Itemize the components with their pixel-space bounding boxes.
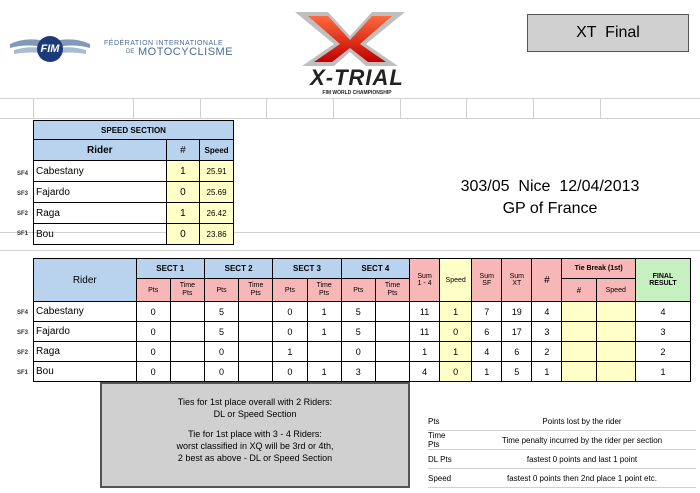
legend-desc: Points lost by the rider: [468, 412, 696, 431]
speed-row: [34, 224, 234, 245]
fim-line2-prefix: DE: [126, 49, 135, 55]
speed-row: [34, 161, 234, 182]
result-cell: [170, 362, 204, 382]
legend-key: DL Pts: [428, 450, 468, 469]
legend-row: [428, 431, 696, 450]
result-row: [34, 362, 691, 382]
result-cell: [375, 302, 409, 322]
result-cell: 1: [273, 342, 307, 362]
result-cell: [375, 342, 409, 362]
rider-name: Bou: [34, 224, 167, 245]
speed-value: 23.86: [200, 224, 234, 245]
result-row: [34, 342, 691, 362]
speed-num: 1: [166, 203, 200, 224]
result-cell: 1: [440, 342, 472, 362]
result-cell: [170, 322, 204, 342]
fim-line1: FÉDÉRATION INTERNATIONALE: [104, 40, 224, 47]
result-cell: 1: [440, 302, 472, 322]
title-box: XT Final: [527, 14, 689, 52]
speed-col-rider: Rider: [34, 140, 167, 161]
result-cell: [596, 362, 635, 382]
result-cell: [239, 302, 273, 322]
speed-num: 0: [166, 224, 200, 245]
sf-label: SF1: [17, 231, 29, 237]
result-row: [34, 322, 691, 342]
pts-header: Pts: [341, 279, 375, 302]
result-cell: 1: [307, 322, 341, 342]
final-l1: FINAL: [652, 273, 674, 280]
speed-num: 1: [166, 161, 200, 182]
note-line: Ties for 1st place overall with 2 Riders:: [177, 397, 333, 407]
result-cell: 0: [273, 362, 307, 382]
legend-key: Time Pts: [428, 431, 468, 450]
result-row: [34, 302, 691, 322]
speed-col-speed: Speed: [200, 140, 234, 161]
speed-num: 0: [166, 182, 200, 203]
speed-section-table: [33, 120, 234, 245]
result-cell: [239, 342, 273, 362]
rider-name: Cabestany: [34, 302, 137, 322]
hash-header: #: [532, 259, 562, 302]
time-pts-header: [239, 279, 273, 302]
result-cell: 5: [204, 302, 238, 322]
results-table: [33, 258, 691, 382]
time-l1: Time: [179, 282, 195, 289]
rider-name: Raga: [34, 342, 137, 362]
result-cell: 5: [341, 302, 375, 322]
result-cell: 17: [502, 322, 532, 342]
speed-value: 25.91: [200, 161, 234, 182]
sf-label: SF4: [17, 310, 29, 316]
tie-break-header: Tie Break (1st): [562, 259, 636, 279]
note-line: worst classified in XQ will be 3rd or 4th,: [176, 441, 334, 451]
result-cell: [170, 302, 204, 322]
result-cell: [170, 342, 204, 362]
result-cell: 4: [472, 342, 502, 362]
result-cell: [239, 362, 273, 382]
sect-header: SECT 1: [136, 259, 204, 279]
sf-label: SF4: [17, 171, 29, 177]
result-cell: 19: [502, 302, 532, 322]
result-cell: [375, 322, 409, 342]
result-cell: 1: [307, 302, 341, 322]
speed-value: 25.69: [200, 182, 234, 203]
result-cell: 5: [341, 322, 375, 342]
sum14-l1: Sum: [417, 273, 432, 280]
time-pts-header: [170, 279, 204, 302]
result-cell: [562, 322, 596, 342]
xtrial-sub: FIM WORLD CHAMPIONSHIP: [322, 90, 392, 96]
tie-notes-box: [100, 382, 410, 488]
sumsf-l2: SF: [482, 280, 492, 287]
note-line: Tie for 1st place with 3 - 4 Riders:: [188, 429, 322, 439]
sf-label: SF1: [17, 370, 29, 376]
result-cell: 6: [472, 322, 502, 342]
result-cell: 1: [472, 362, 502, 382]
result-cell: [375, 362, 409, 382]
sf-label: SF3: [17, 330, 29, 336]
result-cell: 0: [136, 342, 170, 362]
pts-header: Pts: [204, 279, 238, 302]
sumsf-l1: Sum: [479, 273, 494, 280]
legend-key: Speed: [428, 469, 468, 488]
sf-label: SF2: [17, 211, 29, 217]
time-pts-header: [307, 279, 341, 302]
sumxt-header: [502, 259, 532, 302]
pts-header: Pts: [273, 279, 307, 302]
result-cell: [307, 342, 341, 362]
result-cell: 11: [410, 322, 440, 342]
sf-label: SF3: [17, 191, 29, 197]
time-l1: Time: [384, 282, 401, 289]
x-emblem-icon: [290, 10, 410, 68]
result-cell: 2: [532, 342, 562, 362]
result-cell: [562, 302, 596, 322]
result-cell: 11: [410, 302, 440, 322]
tb-num-header: #: [562, 279, 596, 302]
result-cell: [562, 342, 596, 362]
fim-line2: MOTOCYCLISME: [138, 46, 234, 58]
speed-row: [34, 182, 234, 203]
result-cell: 7: [472, 302, 502, 322]
note-line: DL or Speed Section: [213, 409, 297, 419]
speed-col-num: #: [166, 140, 200, 161]
result-cell: 3: [635, 322, 690, 342]
result-cell: [562, 362, 596, 382]
result-cell: 0: [136, 362, 170, 382]
final-result-header: [635, 259, 690, 302]
result-cell: 0: [273, 302, 307, 322]
sum14-header: [410, 259, 440, 302]
legend-row: [428, 450, 696, 469]
final-l2: RESULT: [649, 280, 677, 287]
sect-header: SECT 4: [341, 259, 409, 279]
legend-desc: fastest 0 points then 2nd place 1 point etc.: [468, 469, 696, 488]
legend-row: [428, 412, 696, 431]
speed-header: Speed: [440, 259, 472, 302]
result-cell: [239, 322, 273, 342]
xtrial-wordmark: X-TRIAL: [310, 65, 404, 90]
event-line2: GP of France: [502, 200, 598, 217]
rider-name: Fajardo: [34, 182, 167, 203]
sumxt-l2: XT: [512, 280, 522, 287]
fim-logo-text: FIM: [40, 43, 60, 55]
result-cell: 0: [440, 322, 472, 342]
time-l2: Pts: [319, 290, 330, 297]
result-cell: 4: [532, 302, 562, 322]
event-line1: 303/05 Nice 12/04/2013: [460, 178, 640, 195]
result-cell: [596, 302, 635, 322]
result-cell: 5: [502, 362, 532, 382]
results-col-rider: Rider: [34, 259, 137, 302]
tb-speed-header: Speed: [596, 279, 635, 302]
legend-desc: Time penalty incurred by the rider per section: [468, 431, 696, 450]
sf-label: SF2: [17, 350, 29, 356]
sumxt-l1: Sum: [509, 273, 524, 280]
result-cell: 3: [341, 362, 375, 382]
result-cell: [596, 342, 635, 362]
result-cell: 0: [204, 342, 238, 362]
result-cell: 0: [204, 362, 238, 382]
result-cell: 0: [341, 342, 375, 362]
result-cell: 4: [635, 302, 690, 322]
rider-name: Fajardo: [34, 322, 137, 342]
result-cell: 0: [273, 322, 307, 342]
rider-name: Bou: [34, 362, 137, 382]
time-l2: Pts: [182, 290, 193, 297]
rider-name: Cabestany: [34, 161, 167, 182]
result-cell: 0: [136, 322, 170, 342]
time-l1: Time: [316, 282, 332, 289]
result-cell: 0: [136, 302, 170, 322]
pts-header: Pts: [136, 279, 170, 302]
legend-desc: fastest 0 points and last 1 point: [468, 450, 696, 469]
speed-section-title: SPEED SECTION: [34, 121, 234, 140]
xtrial-logo: [280, 10, 430, 98]
sect-header: SECT 2: [204, 259, 272, 279]
time-l1: Time: [248, 282, 264, 289]
legend-table: [428, 412, 696, 488]
result-cell: 2: [635, 342, 690, 362]
time-l2: Pts: [387, 290, 398, 297]
speed-value: 26.42: [200, 203, 234, 224]
legend-row: [428, 469, 696, 488]
fim-wings-icon: [8, 34, 92, 64]
result-cell: 1: [532, 362, 562, 382]
speed-row: [34, 203, 234, 224]
time-pts-header: [375, 279, 409, 302]
result-cell: 5: [204, 322, 238, 342]
result-cell: 3: [532, 322, 562, 342]
result-cell: 1: [307, 362, 341, 382]
legend-key: Pts: [428, 412, 468, 431]
result-cell: 1: [635, 362, 690, 382]
fim-logo: [8, 28, 238, 72]
result-cell: 1: [410, 342, 440, 362]
time-l2: Pts: [250, 290, 261, 297]
result-cell: [596, 322, 635, 342]
note-line: 2 best as above - DL or Speed Section: [177, 453, 333, 463]
result-cell: 0: [440, 362, 472, 382]
result-cell: 4: [410, 362, 440, 382]
result-cell: 6: [502, 342, 532, 362]
sumsf-header: [472, 259, 502, 302]
sum14-l2: 1 - 4: [417, 280, 432, 287]
sect-header: SECT 3: [273, 259, 341, 279]
rider-name: Raga: [34, 203, 167, 224]
